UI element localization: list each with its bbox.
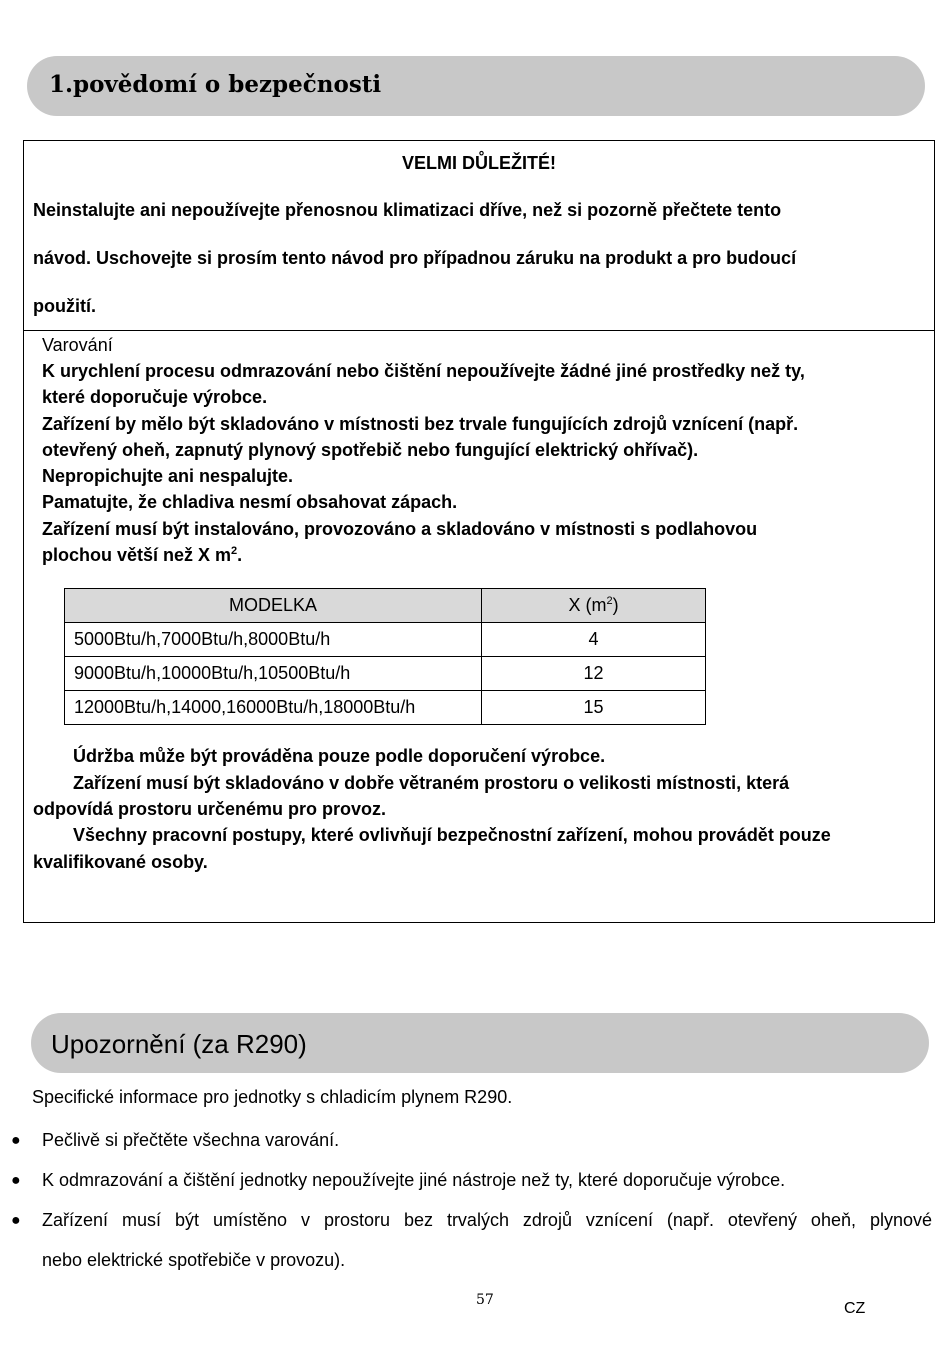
bullet-item: Zařízení musí být umístěno v prostoru bez trvalých zdrojů vznícení (např. otevřený oheň, plynové [42,1210,932,1230]
column-header [482,589,706,623]
language-code: CZ [844,1300,866,1317]
superscript: 2 [231,545,238,557]
warning-line: které doporučuje výrobce. [42,387,268,407]
maintenance-line: kvalifikované osoby. [33,852,208,872]
warning-line: Nepropichujte ani nespalujte. [42,466,294,486]
warning-line: K urychlení procesu odmrazování nebo čištění nepoužívejte žádné jiné prostředky než ty, [42,361,805,381]
important-line: použití. [33,296,96,316]
maintenance-line: Všechny pracovní postupy, které ovlivňují bezpečnostní zařízení, mohou provádět pouze [73,825,831,845]
section-title: 1.povědomí o bezpečnosti [49,71,382,98]
table-cell-x: 15 [482,691,706,725]
column-header: MODELKA [65,589,482,623]
bullet-item: K odmrazování a čištění jednotky nepoužívejte jiné nástroje než ty, které doporučuje výrobce. [42,1170,786,1190]
warning-line: Zařízení musí být instalováno, provozováno a skladováno v místnosti s podlahovou [42,519,758,539]
page-number: 57 [476,1292,494,1308]
table-header-row [65,589,706,623]
table-cell-model: 9000Btu/h,10000Btu/h,10500Btu/h [65,657,482,691]
table-cell-x: 12 [482,657,706,691]
warning-line: otevřený oheň, zapnutý plynový spotřebič nebo fungující elektrický ohřívač). [42,440,699,460]
maintenance-line: odpovídá prostoru určenému pro provoz. [33,799,387,819]
important-line: Neinstalujte ani nepoužívejte přenosnou klimatizaci dříve, než si pozorně přečtete tento [33,200,782,220]
warning-heading: Varování [42,335,113,355]
bullet-icon: ● [11,1172,21,1189]
bullet-icon: ● [11,1132,21,1149]
bullet-item: Pečlivě si přečtěte všechna varování. [42,1130,340,1150]
table-row [65,691,706,725]
table-cell-model: 12000Btu/h,14000,16000Btu/h,18000Btu/h [65,691,482,725]
warning-line: Pamatujte, že chladiva nesmí obsahovat zápach. [42,492,458,512]
model-area-table [64,588,706,725]
text: X (m [568,595,607,615]
superscript: 2 [606,595,613,607]
maintenance-line: Zařízení musí být skladováno v dobře větraném prostoru o velikosti místnosti, která [73,773,790,793]
text: plochou větší než X m [42,545,232,565]
table-cell-x: 4 [482,623,706,657]
table-cell-model: 5000Btu/h,7000Btu/h,8000Btu/h [65,623,482,657]
important-line: návod. Uschovejte si prosím tento návod pro případnou záruku na produkt a pro budoucí [33,248,797,268]
section-title: Upozornění (za R290) [51,1029,307,1059]
table-row [65,657,706,691]
bullet-item-continuation: nebo elektrické spotřebiče v provozu). [42,1250,346,1270]
warning-line-area [42,545,242,566]
important-heading: VELMI DŮLEŽITÉ! [402,153,556,173]
text: ) [612,595,619,615]
maintenance-line: Údržba může být prováděna pouze podle doporučení výrobce. [73,746,606,766]
warning-line: Zařízení by mělo být skladováno v místnosti bez trvale fungujících zdrojů vznícení (např. [42,414,799,434]
bullet-icon: ● [11,1212,21,1229]
table-row [65,623,706,657]
text: . [237,545,243,565]
safety-notice-box [23,140,935,923]
r290-intro: Specifické informace pro jednotky s chladicím plynem R290. [32,1087,513,1107]
section-header-r290 [31,1013,929,1073]
section-header-safety [27,56,925,116]
divider [24,330,934,331]
